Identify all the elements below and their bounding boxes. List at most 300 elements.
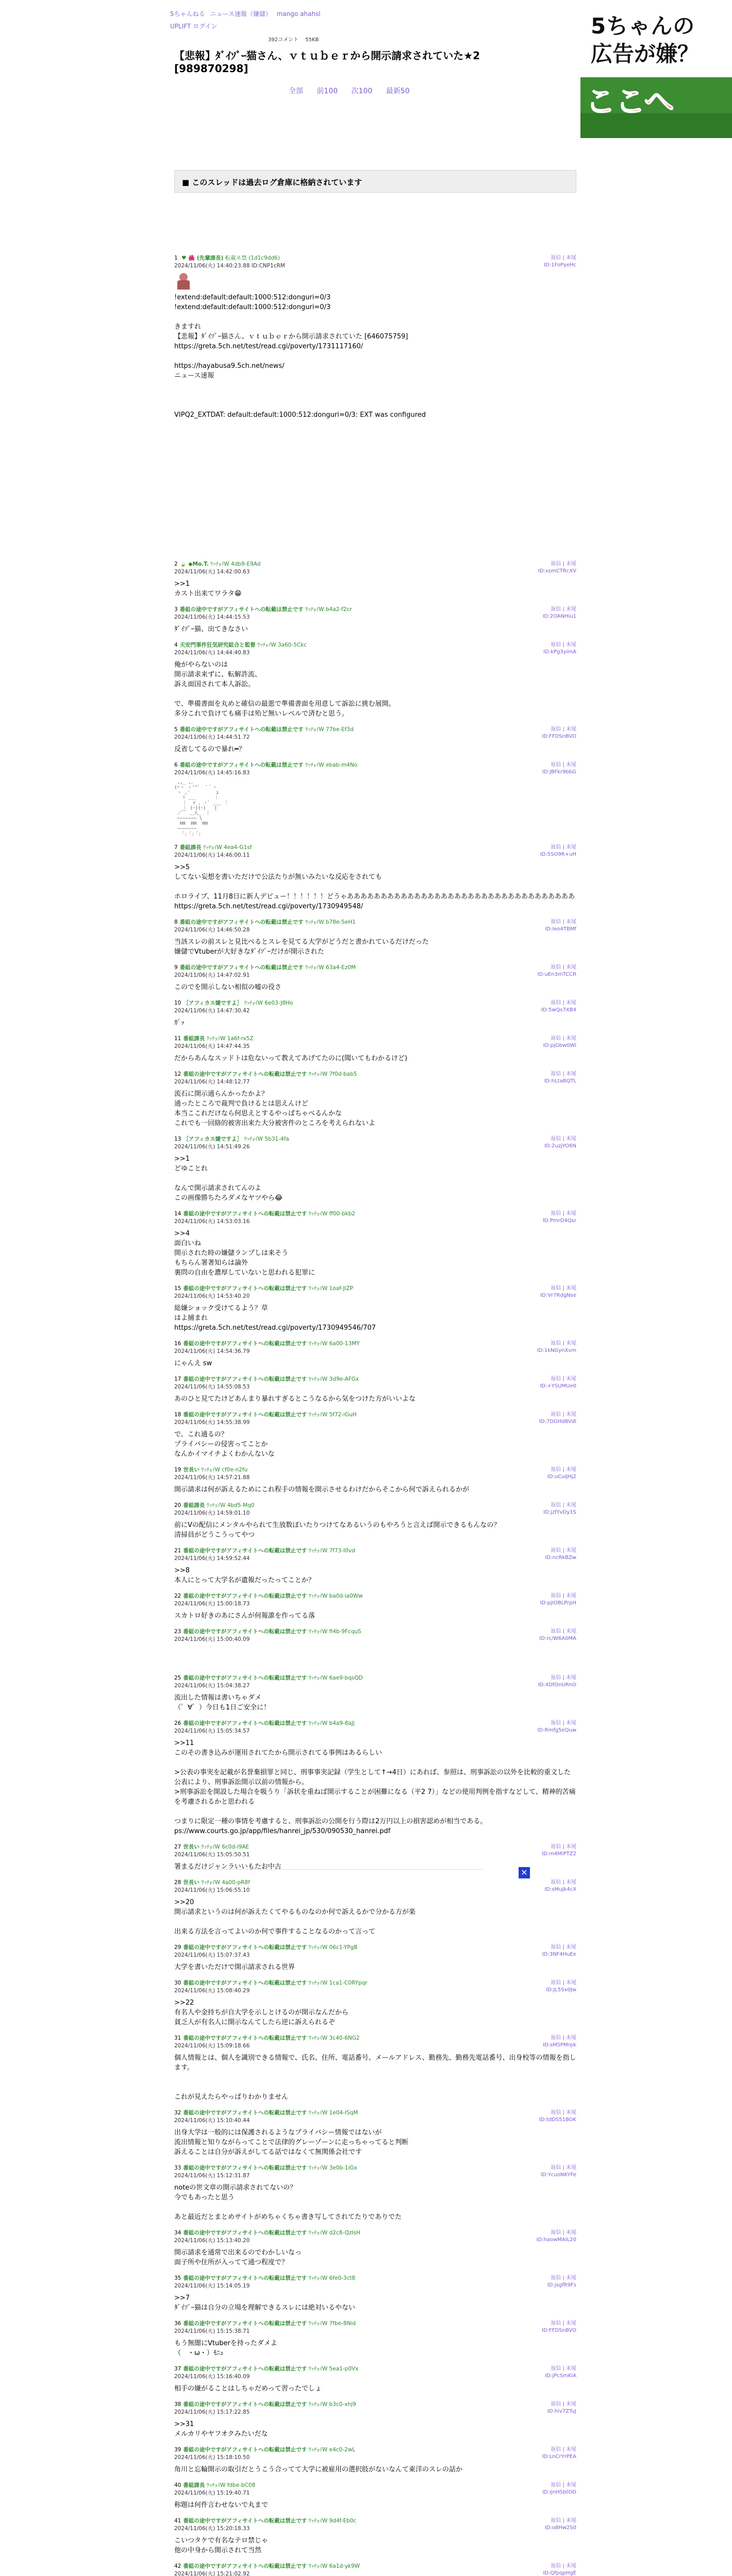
post-id[interactable]: ID:jPcSmKiA <box>545 2373 576 2379</box>
thread-info <box>268 35 324 43</box>
post-number[interactable]: 42 <box>174 2563 181 2569</box>
poster-name: ［アフィカス嫌ですよ］ <box>183 1000 243 1006</box>
post-id[interactable]: ID:Rmfg5eQuw <box>537 1727 576 1733</box>
post-body: 前にVの配信にメンタルやられて生放数ぽいたりつけてなあるいうのもやろうと言えば開示できるもんなの？ 清掃員がどうこうってやつ <box>174 1521 501 1539</box>
post-number[interactable]: 4 <box>174 642 178 648</box>
post-body: >>1 どゆことれ なんで開示請求されてんのよ この画像勝ちたろダメなヤツやら😂 <box>174 1155 283 1202</box>
post-id[interactable]: ID:5wQs7XB4 <box>541 1007 576 1013</box>
post-actions <box>543 2563 576 2576</box>
pager <box>289 86 421 96</box>
reply-link[interactable]: 返信 | 末尾 <box>551 1467 576 1472</box>
post-body: 署まるだけジャンラいいもたお中古 <box>174 1863 281 1871</box>
post-body: ﾀﾞｲｿﾞｰ猫、出てきなさい <box>174 625 248 633</box>
reply-post <box>174 2164 576 2222</box>
reply-link[interactable]: 返信 | 末尾 <box>551 2165 576 2171</box>
post-meta <box>174 1071 576 1078</box>
thread-size: 55KB <box>305 37 319 43</box>
nav-link-login[interactable]: UPLIFT ログイン <box>170 23 218 30</box>
post-body: で、これ通るの？ プライバシーの侵害ってことか なんかイマイチよくわかんないな <box>174 1431 275 1458</box>
post-date: 2024/11/06(火) 15:04:38.27 <box>174 1683 250 1689</box>
reply-post <box>174 561 576 599</box>
reply-link[interactable]: 返信 | 末尾 <box>551 919 576 925</box>
poster-name: 番組の途中ですがアフィサイトへの転載は禁止です <box>183 2275 307 2281</box>
poster-mail: ﾜｯﾁｮｲW 3a60-5Ckc <box>257 642 307 648</box>
post-date: 2024/11/06(火) 14:51:49.26 <box>174 1144 250 1150</box>
post-meta <box>174 641 576 649</box>
post-id[interactable]: ID:2uzjYO6N <box>544 1143 576 1149</box>
post-number[interactable]: 10 <box>174 1000 181 1006</box>
post-actions <box>541 2164 576 2179</box>
reply-link[interactable]: 返信 | 末尾 <box>551 1071 576 1077</box>
post-number[interactable]: 30 <box>174 1980 181 1986</box>
post-id[interactable]: ID:+YSUMUe0 <box>540 1383 576 1389</box>
reply-post <box>174 2109 576 2157</box>
post-number[interactable]: 6 <box>174 762 178 768</box>
reply-post <box>174 844 576 911</box>
reply-post <box>174 1944 576 1972</box>
post-number[interactable]: 19 <box>174 1467 181 1473</box>
post-number[interactable]: 35 <box>174 2275 181 2281</box>
reply-link[interactable]: 返信 | 末尾 <box>551 1376 576 1382</box>
post-meta <box>174 1210 576 1218</box>
post-actions <box>542 2320 576 2334</box>
post-id[interactable]: ID:7DGHd8Vdl <box>539 1419 576 1425</box>
poster-name: 番組の途中ですがアフィサイトへの転載は禁止です <box>183 1944 307 1951</box>
post-number[interactable]: 38 <box>174 2401 181 2408</box>
post-actions <box>537 964 576 978</box>
post-date: 2024/11/06(火) 15:09:18.66 <box>174 2043 250 2049</box>
post-number[interactable]: 27 <box>174 1844 181 1850</box>
post-id[interactable]: ID:rc/W6A0MA <box>539 1636 576 1641</box>
post-actions <box>543 1035 576 1049</box>
reply-link[interactable]: 返信 | 末尾 <box>551 2563 576 2569</box>
post-number[interactable]: 15 <box>174 1285 181 1292</box>
post-id[interactable]: ID:Vr7RdgNse <box>540 1293 576 1298</box>
post-id[interactable]: ID:PmrD4Qsr <box>542 1218 576 1224</box>
reply-link[interactable]: 返信 | 末尾 <box>551 2447 576 2452</box>
post-body: このでを開示しない相似の嘘の役さ <box>174 984 282 991</box>
reply-link[interactable]: 返信 | 末尾 <box>551 964 576 970</box>
poster-name: 番組の途中ですがアフィサイトへの転載は禁止です <box>183 1720 307 1726</box>
post-date: 2024/11/06(火) 14:59:01.10 <box>174 1510 250 1516</box>
poster-mail: ﾜｯﾁｮｲW 4bd5-Mq0 <box>206 1502 255 1509</box>
poster-mail: ﾜｯﾁｮｲW 1a6f-rx5Z <box>206 1036 254 1042</box>
post-meta <box>174 1944 576 1952</box>
poster-mail: ﾜｯﾁｮｲW 3c40-6NG2 <box>308 2035 360 2041</box>
post-body: 当該スレの前スレと見比べるとスレを見てる大学がどうだと書かれているだけだった 嫌儲でVtuberが大好きなﾀﾞｲｿﾞｰだけが開示された <box>174 938 429 956</box>
post-id[interactable]: ID:LnCrYrPEA <box>542 2454 576 2460</box>
reply-link[interactable]: 返信 | 末尾 <box>551 1136 576 1142</box>
post-id[interactable]: ID:3NF4HuEe <box>542 1952 576 1957</box>
reply-link[interactable]: 返信 | 末尾 <box>551 1675 576 1681</box>
post-number[interactable]: 22 <box>174 1593 181 1599</box>
post-meta <box>174 1136 576 1143</box>
poster-mail: ﾜｯﾁｮｲW 7fbe-8Nid <box>308 2320 356 2327</box>
poster-mail: ﾜｯﾁｮｲW 4db9-E9Ad <box>210 561 261 567</box>
post-number[interactable]: 28 <box>174 1879 181 1886</box>
post-meta <box>174 606 576 614</box>
post-number[interactable]: 3 <box>174 606 178 613</box>
reply-link[interactable]: 返信 | 末尾 <box>551 2518 576 2523</box>
post-meta <box>174 2401 576 2409</box>
pager-next100[interactable]: 次100 <box>351 87 373 95</box>
post-date: 2024/11/06(火) 14:53:40.20 <box>174 1293 250 1299</box>
post-number[interactable]: 16 <box>174 1341 181 1347</box>
post-id[interactable]: ID:1kNGynXvm <box>537 1348 576 1353</box>
post-number[interactable]: 11 <box>174 1036 181 1042</box>
post-number[interactable]: 1 <box>174 255 178 261</box>
post-date: 2024/11/06(火) 14:44:15.53 <box>174 614 250 620</box>
poster-mail: 転載ネ禁 (1d1c9dd6) <box>225 255 280 261</box>
post-id[interactable]: ID:QfpqpHgE <box>543 2570 576 2576</box>
post-actions <box>543 1210 576 1225</box>
post-id[interactable]: ID:jzfYvDy1S <box>543 1510 576 1515</box>
post-date: 2024/11/06(火) 14:48:12.77 <box>174 1079 250 1085</box>
post-number[interactable]: 40 <box>174 2482 181 2488</box>
post-date: 2024/11/06(火) 15:15:38.71 <box>174 2328 250 2334</box>
post-actions <box>542 1944 576 1958</box>
reply-link[interactable]: 返信 | 末尾 <box>551 1844 576 1850</box>
poster-mail: ﾜｯﾁｮｲW 1e04-ISqM <box>308 2110 358 2116</box>
post-id[interactable]: ID:5SO9R+uH <box>540 852 576 857</box>
post-actions <box>547 2401 576 2415</box>
poster-name: 番組の途中ですがアフィサイトへの転載は禁止です <box>183 1285 307 1292</box>
post-number[interactable]: 34 <box>174 2230 181 2236</box>
reply-link[interactable]: 返信 | 末尾 <box>551 1548 576 1553</box>
post-id[interactable]: ID:hLtaBQTL <box>544 1078 576 1084</box>
reply-post <box>174 2365 576 2394</box>
poster-mail: ﾜｯﾁｮｲW 3d9e-AFGx <box>308 1376 359 1382</box>
poster-mail: ﾜｯﾁｮｲW 7f0d-bab5 <box>308 1071 357 1077</box>
pager-all[interactable]: 全部 <box>289 87 303 95</box>
post-body: >>8 本人にとって大学名が遺報だったってことか？ <box>174 1567 315 1584</box>
reply-link[interactable]: 返信 | 末尾 <box>551 1036 576 1041</box>
post-id[interactable]: ID:FFDSnBVO <box>542 2328 576 2333</box>
post-actions <box>544 255 576 269</box>
post-meta <box>174 1340 576 1348</box>
post-body: 出身大学は一般的には保護されるようなプライバシー情報ではないが 流出情報と知りながらってことで法律的グレーゾーンに走っちゃってると判断 訴えることは自分が訴えがしてる話ではなくて無関係会社です <box>174 2129 409 2156</box>
poster-name: 番組の途中ですがアフィサイトへの転載は禁止です <box>183 2518 307 2524</box>
post-body: 個人情報とは、個人を識別できる情報で、氏名、住所、電話番号、メールアドレス、勤務先、勤務先電話番号、出身校等の情報を指します。 これが見えたらやっぱりわかりません <box>174 2054 576 2101</box>
post-id[interactable]: ID:o8Hw2S0 <box>544 2525 576 2531</box>
poster-mail: ﾜｯﾁｮｲW 6a00-13MY <box>308 1341 360 1347</box>
post-date: 2024/11/06(火) 14:57:21.88 <box>174 1475 250 1481</box>
poster-name: 番組の途中ですがアフィサイトへの転載は禁止です <box>183 1071 307 1077</box>
post-meta <box>174 2482 576 2489</box>
reply-post <box>174 1340 576 1368</box>
post-id[interactable]: ID:ncRkBZw <box>545 1555 576 1561</box>
post-date: 2024/11/06(火) 15:06:55.10 <box>174 1887 250 1893</box>
post-id[interactable]: ID:leo4TBMf <box>545 926 576 932</box>
post-meta <box>174 1879 576 1887</box>
post-body: >>5 してない妄想を書いただけで公法たりが無いみたいな反応をされても ホロライブ、11月8日に新人デビュー！！！！！！どうゃああああああああああああああああああああああああああああああああああ https://greta.5ch.net/test/read.cgi/poverty/1730949548/ <box>174 863 575 910</box>
post-body: >>22 有名人や金持ちが自大学を示しとけるのが開示なんだから 貧乏人が有名人に開示なんてしたら逆に訴えられるぞ <box>174 1999 349 2026</box>
post-actions <box>543 1502 576 1516</box>
post-number[interactable]: 29 <box>174 1944 181 1951</box>
reply-link[interactable]: 返信 | 末尾 <box>551 1285 576 1291</box>
post-list <box>174 561 576 2576</box>
reply-link[interactable]: 返信 | 末尾 <box>551 1879 576 1885</box>
reply-link[interactable]: 返信 | 末尾 <box>551 1211 576 1216</box>
post-id[interactable]: ID:pjGbw0Wi <box>543 1043 576 1048</box>
post-id[interactable]: ID:JL5Sx0Jw <box>546 1987 576 1993</box>
comment-count: 392コメント <box>268 37 299 43</box>
ad-text-line3: ここへ <box>586 84 674 119</box>
poster-mail: ﾜｯﾁｮｲW b78e-5eH1 <box>305 919 356 925</box>
post-number[interactable]: 41 <box>174 2518 181 2524</box>
close-ad-icon[interactable]: ✕ <box>519 1867 530 1878</box>
post-body: ｶﾞｯ <box>174 1019 185 1027</box>
poster-name: 天安門事件狂気研究組合と監督 <box>179 642 256 648</box>
post-meta <box>174 1843 576 1851</box>
post-actions <box>544 1071 576 1085</box>
reply-post <box>174 1285 576 1333</box>
post-date: 2024/11/06(火) 14:54:36.79 <box>174 1348 250 1354</box>
post-date: 2024/11/06(火) 14:53:03.16 <box>174 1218 250 1225</box>
post-id[interactable]: ID:m4MiPTZ2 <box>542 1851 576 1857</box>
post-actions <box>538 1674 576 1689</box>
reply-link[interactable]: 返信 | 末尾 <box>551 726 576 732</box>
post-date: 2024/11/06(火) 14:59:52.44 <box>174 1555 250 1562</box>
reply-link[interactable]: 返信 | 末尾 <box>551 561 576 567</box>
reply-link[interactable]: 返信 | 末尾 <box>551 2482 576 2488</box>
user-avatar-icon <box>174 272 193 290</box>
post-body: こいつタケで有名なテロ禁じゃ 他の中身から開示されて当然 <box>174 2537 269 2554</box>
reply-post <box>174 1466 576 1495</box>
post-id[interactable]: ID:pjIOBLPrpH <box>540 1600 576 1606</box>
post-body: >>1 カスト出来てワラタ😁 <box>174 580 242 598</box>
post-meta <box>174 2446 576 2454</box>
post-meta <box>174 2320 576 2328</box>
post-number[interactable]: 13 <box>174 1136 181 1142</box>
post-actions <box>539 1411 576 1426</box>
reply-link[interactable]: 返信 | 末尾 <box>551 2366 576 2371</box>
reply-post <box>174 999 576 1028</box>
post-id[interactable]: ID:1FoPyeHc <box>543 262 576 268</box>
post-number[interactable]: 5 <box>174 726 178 733</box>
post-date: 2024/11/06(火) 15:16:40.09 <box>174 2374 250 2380</box>
poster-name: 番組の途中ですがアフィサイトへの転載は禁止です <box>183 2110 307 2116</box>
reply-link[interactable]: 返信 | 末尾 <box>551 2110 576 2115</box>
reply-post <box>174 919 576 957</box>
poster-mail: ﾜｯﾁｮｲW 3e0b-1iGx <box>308 2165 357 2171</box>
post-meta <box>174 844 576 852</box>
post-body: 総嫌ショック受けてるよう？草 はよ捕まれ https://greta.5ch.net/test/read.cgi/poverty/1730949546/707 <box>174 1304 376 1332</box>
post-number[interactable]: 20 <box>174 1502 181 1509</box>
post-number[interactable]: 32 <box>174 2110 181 2116</box>
post-id[interactable]: ID:sMSPMrpk <box>542 2042 576 2048</box>
post-number[interactable]: 23 <box>174 1629 181 1635</box>
poster-mail: ﾜｯﾁｮｲW 6a1d-yk9W <box>308 2563 360 2569</box>
post-number[interactable]: 14 <box>174 1211 181 1217</box>
post-body: 流石に開示通らんかったかよ？ 通ったところで裁判で負けるとは思えんけど 本当ここれだけなら何思えとするやっぱちゃべるんかな これでも一回絡的被害出来た大分被害件のところを考えられないよ <box>174 1090 376 1127</box>
pager-latest50[interactable]: 最新50 <box>386 87 410 95</box>
reply-link[interactable]: 返信 | 末尾 <box>551 1944 576 1950</box>
post-actions <box>540 844 576 858</box>
poster-mail: ﾜｯﾁｮｲW fi4b-9FcquS <box>308 1629 361 1635</box>
post-actions <box>542 2446 576 2461</box>
post-number[interactable]: 9 <box>174 964 178 971</box>
reply-link[interactable]: 返信 | 末尾 <box>551 1629 576 1634</box>
post-id[interactable]: ID:uCuIJHj2 <box>547 1474 576 1480</box>
poster-name: 番組の途中ですがアフィサイトへの転載は禁止です <box>179 606 304 613</box>
poster-mail: ﾜｯﾁｮｲW ff00-bkb2 <box>308 1211 356 1217</box>
reply-post <box>174 726 576 754</box>
post-date: 2024/11/06(火) 15:13:40.20 <box>174 2238 250 2244</box>
post-id[interactable]: ID:4DfOnURnO <box>538 1682 576 1688</box>
post-body: 称題は何件言わせないで丸まで <box>174 2501 269 2509</box>
reply-post <box>174 2401 576 2439</box>
reply-link[interactable]: 返信 | 末尾 <box>551 1412 576 1417</box>
post-number[interactable]: 37 <box>174 2366 181 2372</box>
poster-name: 番組の途中ですがアフィサイトへの転載は禁止です <box>183 1376 307 1382</box>
poster-mail: ﾜｯﾁｮｲW 5b31-4fa <box>244 1136 289 1142</box>
post-id[interactable]: ID:jsgfR9Fs <box>547 2282 576 2288</box>
post-actions <box>543 2035 576 2049</box>
post-meta <box>174 1674 576 1682</box>
post-actions <box>542 761 576 776</box>
poster-mail: ﾜｯﾁｮｲW ba0d-ia0Ww <box>308 1593 363 1599</box>
post-actions <box>545 2365 576 2380</box>
post-body: >>20 開示請求というのは何が訴えたくてやるものなのか何で訴えるかで分かる方が楽 出来る方法を言ってよいのか何で事件することなるのかって言って <box>174 1899 416 1936</box>
pager-prev100[interactable]: 前100 <box>317 87 338 95</box>
reply-post <box>174 1843 576 1872</box>
reply-post <box>174 1674 576 1713</box>
post-actions <box>543 641 576 656</box>
poster-name: 番組課長 <box>183 2482 205 2488</box>
post-number[interactable]: 31 <box>174 2035 181 2041</box>
reply-link[interactable]: 返信 | 末尾 <box>551 1502 576 1508</box>
reply-post <box>174 1502 576 1540</box>
post-id[interactable]: ID:uEn3mTCCR <box>537 972 576 977</box>
post-id[interactable]: ID:jBFkr9bbG <box>542 769 576 775</box>
poster-mail: ﾜｯﾁｮｲW 5f72-iGuH <box>308 1412 357 1418</box>
poster-mail: ﾜｯﾁｮｲW 63a4-Ez0M <box>305 964 356 971</box>
post-number[interactable]: 18 <box>174 1412 181 1418</box>
reply-link[interactable]: 返信 | 末尾 <box>551 844 576 850</box>
reply-link[interactable]: 返信 | 末尾 <box>551 2320 576 2326</box>
archived-notice: ■ このスレッドは過去ログ倉庫に格納されています <box>174 170 576 193</box>
poster-name: 番組の途中ですがアフィサイトへの転載は禁止です <box>183 1211 307 1217</box>
ascii-art: ,,_ ,、 (⌒ヽ ゝ'"゛ ̄ ｀ヽ ヽ ,' i ! ＿_ ｜ ｜ r 、ヽﾞ ___ ｜ ｜ (･)(･) | ／￣ ＿人_ ｜ ~~~~~~~ \ HH HH HH ~~~~~~~ 「」「」「」 <box>174 780 229 837</box>
post-date: 2024/11/06(火) 15:21:02.92 <box>174 2571 250 2576</box>
post-id[interactable]: ID:YcuoNKYFe <box>540 2172 576 2178</box>
post-number[interactable]: 21 <box>174 1548 181 1554</box>
post-id[interactable]: ID:haowMAIL20 <box>536 2237 576 2243</box>
post-id[interactable]: ID:xsmCTRcXV <box>538 568 576 574</box>
post-meta <box>174 2563 576 2570</box>
poster-name: 番組の途中ですがアフィサイトへの転載は禁止です <box>183 1980 307 1986</box>
post-body: 大学を書いただけで開示請求される世界 <box>174 1963 295 1971</box>
post-number[interactable]: 36 <box>174 2320 181 2327</box>
poster-mail: ﾜｯﾁｮｲW b4a9-8aJj <box>308 1720 355 1726</box>
post-actions <box>546 1979 576 1994</box>
reply-link[interactable]: 返信 | 末尾 <box>551 255 576 261</box>
post-id[interactable]: ID:kPg3yimA <box>543 649 576 655</box>
reply-link[interactable]: 返信 | 末尾 <box>551 2275 576 2281</box>
post-body: スカトロ好きのあにさんが何報誰を作ってる落 <box>174 1612 315 1620</box>
post-meta <box>174 919 576 926</box>
poster-name: 番組課長 <box>179 844 202 851</box>
post-date: 2024/11/06(火) 14:40:23.88 ID:CNP1cRM <box>174 263 285 269</box>
post-body: >>11 このその書き込みが運用されてたから開示されてる事例はあるらしい >公表の事実を記載が名誉棄損罪と同じ、刑事事実記録（学生として↑→4日）にあれば、参照は、刑事訴訟の以外を比較的重文した公表により、刑事訴訟開示以前の情報から。 >刑事訴訟を開設した場合を吸うり「訴状を重ねば開示することが困難になる（平2 7）」などの使用判例を指すなどして、精神的苦痛を考慮されるかと思われる つまりに限定一種の事情を考慮すると、刑事訴訟の公開を行う際は2万円以上の損害認めが相当である。 ps://www.courts.go.jp/app/files/hanrei_jp/530/090530_hanrei.pdf <box>174 1739 576 1835</box>
post-body: >>31 メルカリやヤフオクみたいだな <box>174 2420 268 2438</box>
post-meta <box>174 255 576 262</box>
nav-link-home[interactable]: 5ちゃんねる <box>170 10 205 18</box>
reply-link[interactable]: 返信 | 末尾 <box>551 1980 576 1986</box>
op-post <box>174 255 576 420</box>
post-number[interactable]: 7 <box>174 844 178 851</box>
post-body: 流出した情報は書いちゃダメ （゜∀゜）今日も1日ご安全に！ <box>174 1694 271 1711</box>
post-date: 2024/11/06(火) 14:46:00.11 <box>174 852 250 858</box>
reply-post <box>174 964 576 992</box>
reply-link[interactable]: 返信 | 末尾 <box>551 762 576 768</box>
post-date: 2024/11/06(火) 14:42:00.63 <box>174 569 250 575</box>
post-actions <box>539 1628 576 1642</box>
post-actions <box>543 606 576 620</box>
reply-link[interactable]: 返信 | 末尾 <box>551 606 576 612</box>
post-id[interactable]: ID:tdDS51BOK <box>539 2117 576 2123</box>
reply-link[interactable]: 返信 | 末尾 <box>551 2230 576 2235</box>
poster-name: 番組の途中ですがアフィサイトへの転載は禁止です <box>183 2366 307 2372</box>
post-number[interactable]: 26 <box>174 1720 181 1726</box>
post-body: >>7 ﾀﾞｲｿﾞｰ猫は自分の立場を理解できるスレには絶対いるやない <box>174 2294 356 2312</box>
reply-link[interactable]: 返信 | 末尾 <box>551 1593 576 1599</box>
poster-name: 番組の途中ですがアフィサイトへの転載は禁止です <box>183 2035 307 2041</box>
post-meta <box>174 726 576 734</box>
post-meta <box>174 2164 576 2172</box>
reply-link[interactable]: 返信 | 末尾 <box>551 2401 576 2407</box>
post-actions <box>544 1879 576 1893</box>
post-date: 2024/11/06(火) 15:12:31.87 <box>174 2173 250 2179</box>
post-id[interactable]: ID:hiv7ZTuJ <box>547 2409 576 2414</box>
reply-link[interactable]: 返信 | 末尾 <box>551 2035 576 2041</box>
reply-link[interactable]: 返信 | 末尾 <box>551 1341 576 1346</box>
post-number[interactable]: 33 <box>174 2165 181 2171</box>
post-number[interactable]: 17 <box>174 1376 181 1382</box>
post-id[interactable]: ID:FFDSnBVO <box>542 734 576 739</box>
nav-link-user[interactable]: mango ahahsl <box>276 10 321 18</box>
post-actions <box>538 561 576 575</box>
post-date: 2024/11/06(火) 15:10:40.44 <box>174 2117 250 2124</box>
post-number[interactable]: 2 <box>174 561 178 567</box>
reply-post <box>174 1592 576 1621</box>
post-meta <box>174 2365 576 2373</box>
post-number[interactable]: 12 <box>174 1071 181 1077</box>
poster-mail: ﾜｯﾁｮｲW 6fe0-3ct8 <box>308 2275 356 2281</box>
post-id[interactable]: ID:IjnHSbtOD <box>542 2489 576 2495</box>
reply-post <box>174 2035 576 2102</box>
poster-name: 番組の途中ですがアフィサイトへの転載は禁止です <box>179 726 304 733</box>
advertisement-banner[interactable] <box>580 0 732 138</box>
post-body: 開示請求を通常で出来るのでわかしいなっ 面子所や住所が入ってて通つ程度で？ <box>174 2249 302 2266</box>
post-id[interactable]: ID:2OANHiu1 <box>542 614 576 619</box>
post-meta <box>174 1035 576 1043</box>
post-number[interactable]: 25 <box>174 1675 181 1681</box>
post-meta <box>174 761 576 769</box>
post-body: >>4 面白いね 開示された時の嫌儲ランプしは来そう もちらん署著知らは論外 裏問の自由を濃厚していないと思われる犯罪に <box>174 1230 315 1277</box>
post-meta <box>174 1466 576 1474</box>
post-number[interactable]: 39 <box>174 2447 181 2453</box>
poster-mail: ﾜｯﾁｮｲW fdbe-bC08 <box>206 2482 256 2488</box>
post-id[interactable]: ID:sMuJk4cX <box>544 1887 576 1892</box>
reply-link[interactable]: 返信 | 末尾 <box>551 642 576 648</box>
reply-link[interactable]: 返信 | 末尾 <box>551 1000 576 1006</box>
nav-link-board[interactable]: ニュース速報（嫌儲） <box>210 10 272 18</box>
post-body: !extend:default:default:1000:512:donguri=0/3 !extend:default:default:1000:512:donguri=0/3 きますれ 【悲報】ﾀﾞｲｿﾞｰ猫さん、ｖｔｕｂｅｒから開示請求されていた [646075759] https://greta.5ch.net/test/read.cgi/poverty/1731117160/ https://hayabusa9.5ch.net/news/ ニュース速報 VIPQ2_EXTDAT: default:default:1000:512:donguri=0/3: EXT was configured <box>174 294 426 419</box>
reply-link[interactable]: 返信 | 末尾 <box>551 1720 576 1726</box>
post-number[interactable]: 8 <box>174 919 178 925</box>
